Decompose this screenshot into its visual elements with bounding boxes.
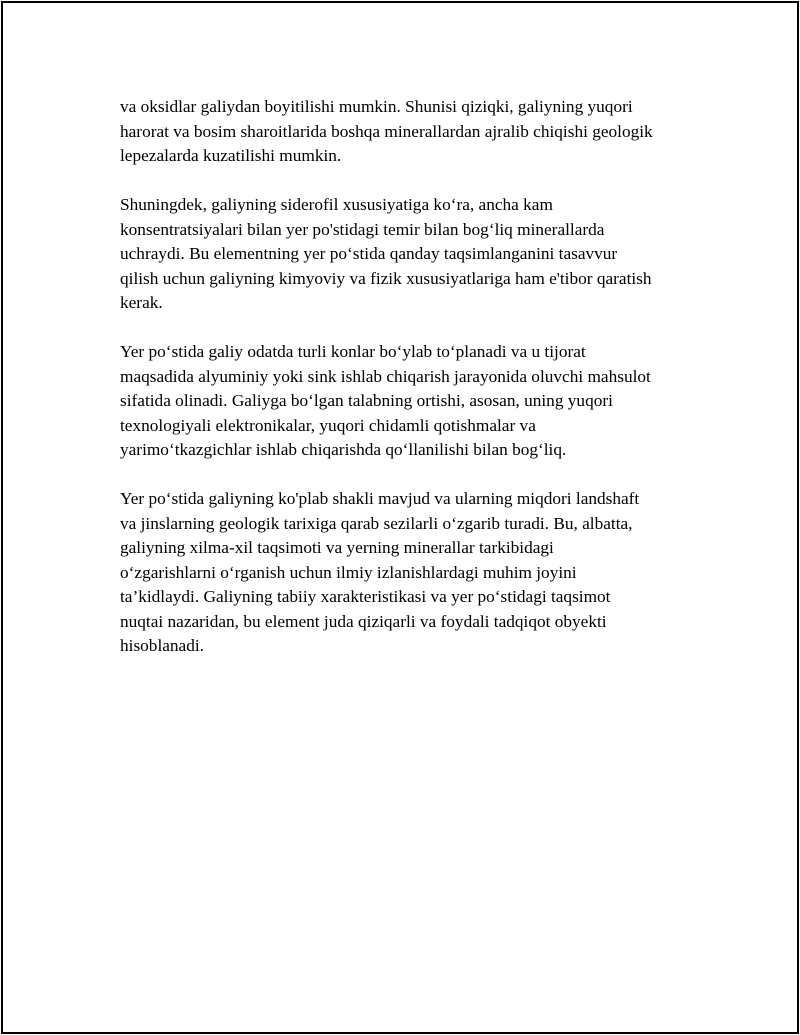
text-line: kerak.: [120, 293, 163, 312]
text-line: Shuningdek, galiyning siderofil xususiyatiga ko‘ra, ancha kam: [120, 195, 553, 214]
paragraph-1: [120, 95, 700, 169]
text-line: o‘zgarishlarni o‘rganish uchun ilmiy izlanishlardagi muhim joyini: [120, 562, 577, 582]
text-line: va jinslarning geologik tarixiga qarab sezilarli o‘zgarib turadi. Bu, albatta,: [120, 513, 633, 533]
text-line: maqsadida alyuminiy yoki sink ishlab chiqarish jarayonida oluvchi mahsulot: [120, 366, 651, 386]
text-line: sifatida olinadi. Galiyga bo‘lgan talabning ortishi, asosan, uning yuqori: [120, 391, 613, 410]
text-line: lepezalarda kuzatilishi mumkin.: [120, 146, 342, 165]
text-line: galiyning xilma-xil taqsimoti va yerning minerallar tarkibidagi: [120, 538, 554, 557]
page-frame: [1, 1, 799, 1034]
text-line: va oksidlar galiydan boyitilishi mumkin. Shunisi qiziqki, galiyning yuqori: [120, 97, 633, 116]
paragraph-3: [120, 340, 700, 463]
paragraph-2: [120, 193, 700, 316]
text-line: uchraydi. Bu elementning yer po‘stida qanday taqsimlanganini tasavvur: [120, 244, 618, 263]
paragraph-4: [120, 487, 700, 659]
text-line: nuqtai nazaridan, bu element juda qiziqarli va foydali tadqiqot obyekti: [120, 611, 607, 631]
text-line: ta’kidlaydi. Galiyning tabiiy xarakteristikasi va yer po‘stidagi taqsimot: [120, 587, 611, 606]
text-line: qilish uchun galiyning kimyoviy va fizik xususiyatlariga ham e'tibor qaratish: [120, 268, 652, 288]
text-line: hisoblanadi.: [120, 636, 204, 655]
text-line: Yer po‘stida galiyning ko'plab shakli mavjud va ularning miqdori landshaft: [120, 489, 640, 508]
text-line: harorat va bosim sharoitlarida boshqa minerallardan ajralib chiqishi geologik: [120, 121, 653, 141]
text-line: yarimo‘tkazgichlar ishlab chiqarishda qo‘llanilishi bilan bog‘liq.: [120, 440, 567, 459]
text-line: konsentratsiyalari bilan yer po'stidagi temir bilan bog‘liq minerallarda: [120, 219, 605, 239]
text-line: texnologiyali elektronikalar, yuqori chidamli qotishmalar va: [120, 415, 536, 435]
document-body: [120, 95, 700, 683]
text-line: Yer po‘stida galiy odatda turli konlar bo‘ylab to‘planadi va u tijorat: [120, 342, 586, 361]
